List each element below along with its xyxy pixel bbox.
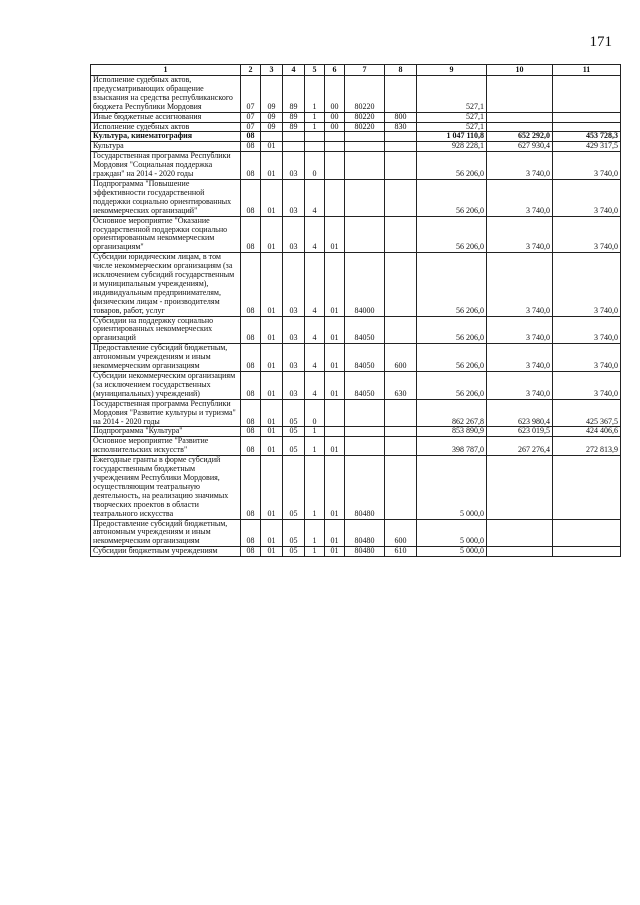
table-cell: 5 000,0 — [417, 519, 487, 547]
table-cell: 01 — [261, 519, 283, 547]
page-number: 171 — [589, 34, 612, 50]
table-cell: 3 740,0 — [553, 372, 621, 400]
table-cell — [385, 216, 417, 253]
table-cell: 56 206,0 — [417, 253, 487, 316]
table-cell: 5 000,0 — [417, 456, 487, 519]
table-cell: 862 267,8 — [417, 399, 487, 427]
table-cell — [345, 132, 385, 142]
table-cell: 527,1 — [417, 122, 487, 132]
table-cell: 01 — [325, 547, 345, 557]
table-row — [91, 253, 621, 316]
table-cell: 80480 — [345, 456, 385, 519]
row-name-cell: Предоставление субсидий бюджетным, автономным учреждениям и иным некоммерческим организациям — [91, 519, 241, 547]
table-cell — [305, 132, 325, 142]
table-cell: 00 — [325, 122, 345, 132]
table-cell: 80220 — [345, 112, 385, 122]
table-cell: 652 292,0 — [487, 132, 553, 142]
table-cell: 84050 — [345, 344, 385, 372]
table-cell: 600 — [385, 519, 417, 547]
table-cell: 830 — [385, 122, 417, 132]
table-cell — [487, 76, 553, 113]
table-cell: 928 228,1 — [417, 142, 487, 152]
table-cell: 08 — [241, 456, 261, 519]
row-name-cell: Предоставление субсидий бюджетным, автономным учреждениям и иным некоммерческим организациям — [91, 344, 241, 372]
table-body — [91, 76, 621, 557]
table-cell: 08 — [241, 142, 261, 152]
table-cell: 80220 — [345, 76, 385, 113]
table-cell: 3 740,0 — [553, 316, 621, 344]
column-header: 9 — [417, 65, 487, 76]
table-cell — [553, 112, 621, 122]
table-cell — [385, 437, 417, 456]
table-cell: 3 740,0 — [553, 344, 621, 372]
table-cell: 08 — [241, 547, 261, 557]
table-cell — [385, 132, 417, 142]
table-cell: 4 — [305, 316, 325, 344]
row-name-cell: Государственная программа Республики Мордовия "Социальная поддержка граждан" на 2014 - 2020 годы — [91, 152, 241, 180]
table-row — [91, 427, 621, 437]
table-cell: 1 — [305, 547, 325, 557]
column-header: 10 — [487, 65, 553, 76]
table-cell: 1 047 110,8 — [417, 132, 487, 142]
table-cell: 630 — [385, 372, 417, 400]
column-header: 7 — [345, 65, 385, 76]
table-cell: 3 740,0 — [487, 152, 553, 180]
table-cell: 89 — [283, 122, 305, 132]
table-row — [91, 76, 621, 113]
row-name-cell: Исполнение судебных актов, предусматривающих обращение взыскания на средства республиканского бюджета Республики Мордовия — [91, 76, 241, 113]
table-cell: 05 — [283, 519, 305, 547]
table-cell — [283, 132, 305, 142]
column-header: 2 — [241, 65, 261, 76]
row-name-cell: Культура — [91, 142, 241, 152]
table-cell: 01 — [261, 399, 283, 427]
table-cell: 01 — [325, 316, 345, 344]
table-cell: 1 — [305, 437, 325, 456]
table-cell: 05 — [283, 547, 305, 557]
table-cell: 623 980,4 — [487, 399, 553, 427]
row-name-cell: Подпрограмма "Повышение эффективности государственной поддержки социально ориентированных некоммерческих организаций" — [91, 179, 241, 216]
table-cell — [487, 112, 553, 122]
table-cell: 527,1 — [417, 76, 487, 113]
table-cell: 09 — [261, 112, 283, 122]
table-cell — [325, 399, 345, 427]
row-name-cell: Субсидии бюджетным учреждениям — [91, 547, 241, 557]
row-name-cell: Иные бюджетные ассигнования — [91, 112, 241, 122]
table-row — [91, 132, 621, 142]
table-row — [91, 216, 621, 253]
table-cell: 89 — [283, 112, 305, 122]
table-cell: 01 — [261, 456, 283, 519]
header-row — [91, 65, 621, 76]
table-cell: 623 019,5 — [487, 427, 553, 437]
table-cell — [345, 152, 385, 180]
table-cell — [345, 399, 385, 427]
table-cell: 08 — [241, 132, 261, 142]
table-cell: 429 317,5 — [553, 142, 621, 152]
table-row — [91, 399, 621, 427]
table-cell: 01 — [261, 216, 283, 253]
row-name-cell: Исполнение судебных актов — [91, 122, 241, 132]
table-cell: 4 — [305, 253, 325, 316]
table-cell — [325, 142, 345, 152]
table-row — [91, 316, 621, 344]
column-header: 6 — [325, 65, 345, 76]
table-cell: 56 206,0 — [417, 344, 487, 372]
table-cell: 3 740,0 — [553, 216, 621, 253]
table-cell: 01 — [261, 547, 283, 557]
row-name-cell: Ежегодные гранты в форме субсидий государственным бюджетным учреждениям Республики Мордовия, осуществляющим театральную деятельность, на реализацию значимых творческих проектов в области театрального искусства — [91, 456, 241, 519]
table-cell: 56 206,0 — [417, 152, 487, 180]
row-name-cell: Основное мероприятие "Развитие исполнительских искусств" — [91, 437, 241, 456]
table-cell: 01 — [325, 456, 345, 519]
table-cell — [385, 253, 417, 316]
table-row — [91, 547, 621, 557]
table-cell: 84050 — [345, 316, 385, 344]
table-cell: 08 — [241, 519, 261, 547]
table-cell: 84000 — [345, 253, 385, 316]
table-cell: 398 787,0 — [417, 437, 487, 456]
table-cell — [385, 399, 417, 427]
table-row — [91, 456, 621, 519]
table-cell: 1 — [305, 519, 325, 547]
table-cell: 5 000,0 — [417, 547, 487, 557]
table-cell: 4 — [305, 372, 325, 400]
table-cell: 3 740,0 — [553, 179, 621, 216]
table-cell — [305, 142, 325, 152]
table-cell: 80480 — [345, 519, 385, 547]
table-cell: 07 — [241, 122, 261, 132]
table-cell: 08 — [241, 152, 261, 180]
table-cell: 80480 — [345, 547, 385, 557]
table-cell — [345, 179, 385, 216]
table-cell — [385, 152, 417, 180]
table-cell — [487, 519, 553, 547]
table-cell — [487, 456, 553, 519]
table-cell — [487, 547, 553, 557]
table-cell: 03 — [283, 316, 305, 344]
table-cell — [553, 519, 621, 547]
table-cell: 01 — [325, 253, 345, 316]
table-cell: 3 740,0 — [553, 152, 621, 180]
column-header: 3 — [261, 65, 283, 76]
table-cell — [325, 152, 345, 180]
table-cell: 03 — [283, 253, 305, 316]
table-cell: 4 — [305, 216, 325, 253]
column-header: 5 — [305, 65, 325, 76]
table-cell: 01 — [325, 344, 345, 372]
table-cell — [345, 427, 385, 437]
table-row — [91, 344, 621, 372]
row-name-cell: Субсидии на поддержку социально ориентированных некоммерческих организаций — [91, 316, 241, 344]
table-cell: 56 206,0 — [417, 316, 487, 344]
budget-table — [90, 64, 621, 557]
table-cell: 08 — [241, 253, 261, 316]
table-cell: 01 — [325, 437, 345, 456]
table-cell — [345, 437, 385, 456]
table-cell: 0 — [305, 399, 325, 427]
table-cell: 01 — [261, 427, 283, 437]
row-name-cell: Государственная программа Республики Мордовия "Развитие культуры и туризма" на 2014 - 2020 годы — [91, 399, 241, 427]
table-cell: 01 — [261, 344, 283, 372]
table-cell — [325, 179, 345, 216]
table-cell: 80220 — [345, 122, 385, 132]
table-cell: 08 — [241, 372, 261, 400]
row-name-cell: Субсидии юридическим лицам, в том числе некоммерческим организациям (за исключением субсидий государственным и муниципальным учреждениям), индивидуальным предпринимателям, физическим лицам - производителям товаров, работ, услуг — [91, 253, 241, 316]
row-name-cell: Культура, кинематография — [91, 132, 241, 142]
table-cell: 01 — [261, 372, 283, 400]
table-cell: 3 740,0 — [487, 316, 553, 344]
table-cell: 05 — [283, 399, 305, 427]
table-cell — [487, 122, 553, 132]
table-cell — [385, 316, 417, 344]
table-cell: 424 406,6 — [553, 427, 621, 437]
table-cell: 03 — [283, 216, 305, 253]
table-cell: 08 — [241, 316, 261, 344]
table-cell: 08 — [241, 216, 261, 253]
row-name-cell: Подпрограмма "Культура" — [91, 427, 241, 437]
table-cell: 08 — [241, 399, 261, 427]
table-cell: 272 813,9 — [553, 437, 621, 456]
table-cell: 0 — [305, 152, 325, 180]
table-cell — [283, 142, 305, 152]
table-row — [91, 437, 621, 456]
table-cell: 3 740,0 — [487, 253, 553, 316]
table-cell: 01 — [261, 179, 283, 216]
table-cell: 01 — [261, 316, 283, 344]
table-cell: 3 740,0 — [487, 179, 553, 216]
table-cell: 527,1 — [417, 112, 487, 122]
table-cell: 627 930,4 — [487, 142, 553, 152]
table-cell: 3 740,0 — [487, 344, 553, 372]
table-cell: 600 — [385, 344, 417, 372]
row-name-cell: Субсидии некоммерческим организациям (за исключением государственных (муниципальных) учреждений) — [91, 372, 241, 400]
table-cell: 1 — [305, 112, 325, 122]
column-header: 1 — [91, 65, 241, 76]
table-cell: 03 — [283, 152, 305, 180]
table-cell: 610 — [385, 547, 417, 557]
table-cell — [553, 76, 621, 113]
table-cell — [385, 427, 417, 437]
table-cell: 01 — [261, 437, 283, 456]
table-cell: 267 276,4 — [487, 437, 553, 456]
table-cell — [385, 76, 417, 113]
table-cell: 05 — [283, 427, 305, 437]
column-header: 11 — [553, 65, 621, 76]
table-cell: 1 — [305, 122, 325, 132]
table-cell: 3 740,0 — [553, 253, 621, 316]
table-cell: 08 — [241, 179, 261, 216]
table-row — [91, 519, 621, 547]
table-cell: 09 — [261, 76, 283, 113]
table-cell: 01 — [261, 152, 283, 180]
table-cell: 01 — [261, 253, 283, 316]
table-cell: 08 — [241, 427, 261, 437]
table-cell — [385, 179, 417, 216]
table-cell: 03 — [283, 179, 305, 216]
table-cell — [385, 142, 417, 152]
table-cell: 3 740,0 — [487, 216, 553, 253]
table-cell: 01 — [261, 142, 283, 152]
table-cell: 56 206,0 — [417, 179, 487, 216]
table-cell: 56 206,0 — [417, 372, 487, 400]
table-cell: 03 — [283, 344, 305, 372]
table-cell: 3 740,0 — [487, 372, 553, 400]
table-cell — [345, 216, 385, 253]
table-cell: 08 — [241, 344, 261, 372]
table-cell — [345, 142, 385, 152]
table-cell: 800 — [385, 112, 417, 122]
table-cell: 09 — [261, 122, 283, 132]
table-row — [91, 179, 621, 216]
table-cell — [553, 547, 621, 557]
table-row — [91, 142, 621, 152]
table-cell: 4 — [305, 344, 325, 372]
table-cell: 89 — [283, 76, 305, 113]
column-header: 4 — [283, 65, 305, 76]
column-header: 8 — [385, 65, 417, 76]
table-cell: 1 — [305, 76, 325, 113]
table-cell — [325, 132, 345, 142]
table-row — [91, 372, 621, 400]
table-cell: 01 — [325, 216, 345, 253]
table-cell: 08 — [241, 437, 261, 456]
table-cell — [553, 456, 621, 519]
table-row — [91, 112, 621, 122]
table-cell — [325, 427, 345, 437]
table-cell — [261, 132, 283, 142]
table-cell: 07 — [241, 76, 261, 113]
table-cell: 00 — [325, 76, 345, 113]
table-cell: 853 890,9 — [417, 427, 487, 437]
table-cell: 1 — [305, 456, 325, 519]
table-cell — [553, 122, 621, 132]
table-cell: 1 — [305, 427, 325, 437]
table-cell: 4 — [305, 179, 325, 216]
table-cell: 00 — [325, 112, 345, 122]
table-cell: 84050 — [345, 372, 385, 400]
table-cell: 56 206,0 — [417, 216, 487, 253]
table-cell: 05 — [283, 456, 305, 519]
table-cell: 07 — [241, 112, 261, 122]
table-cell — [385, 456, 417, 519]
table-row — [91, 152, 621, 180]
table-cell: 453 728,3 — [553, 132, 621, 142]
row-name-cell: Основное мероприятие "Оказание государственной поддержки социально ориентированным некоммерческим организациям" — [91, 216, 241, 253]
table-cell: 01 — [325, 519, 345, 547]
table-row — [91, 122, 621, 132]
table-cell: 03 — [283, 372, 305, 400]
table-cell: 05 — [283, 437, 305, 456]
table-cell: 01 — [325, 372, 345, 400]
table-cell: 425 367,5 — [553, 399, 621, 427]
